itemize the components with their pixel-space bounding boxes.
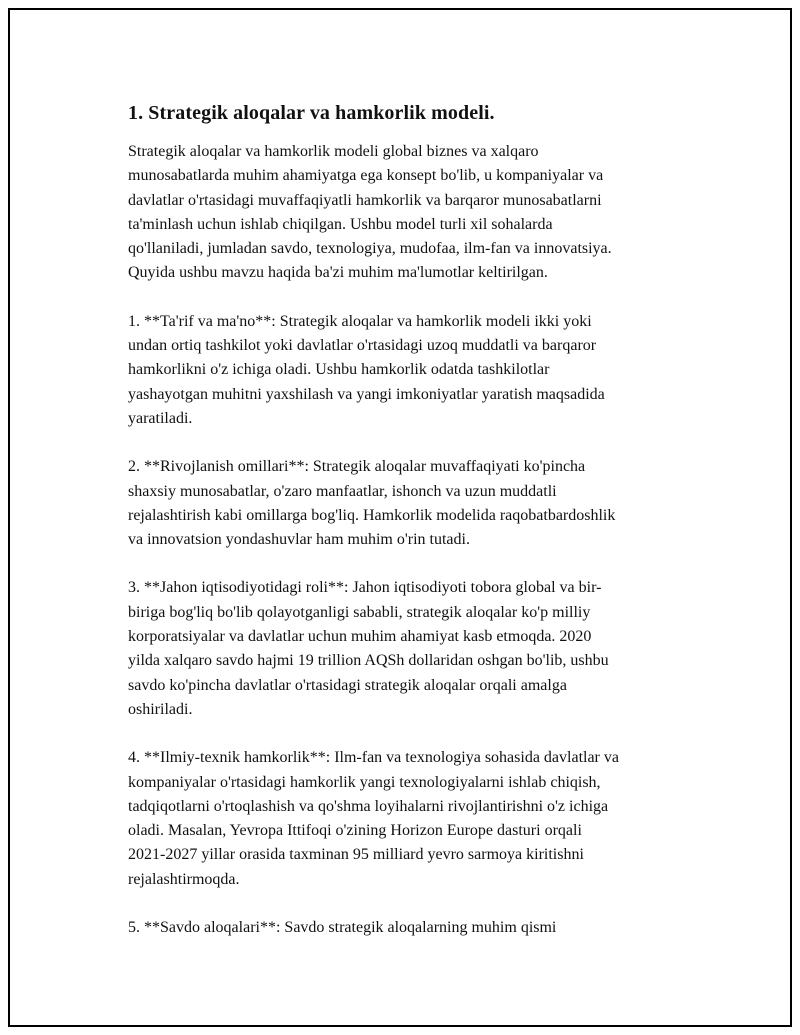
point-definition-paragraph: 1. **Ta'rif va ma'no**: Strategik aloqalar va hamkorlik modeli ikki yoki undan ortiq tashkilot yoki davlatlar o'rtasidagi uzoq muddatli va barqaror hamkorlikni o'z ichiga oladi. Ushbu hamkorlik odatda tashkilotlar yashayotgan muhitni yaxshilash va yangi imkoniyatlar yaratish maqsadida yaratiladi. [128,312,605,427]
page-frame [8,8,792,1027]
section-heading: 1. Strategik aloqalar va hamkorlik modeli. [128,102,495,124]
document-content [128,100,708,964]
point-scientific-cooperation-paragraph: 4. **Ilmiy-texnik hamkorlik**: Ilm-fan va texnologiya sohasida davlatlar va kompaniyalar o'rtasidagi hamkorlik yangi texnologiyalarni ishlab chiqish, tadqiqotlarni o'rtoqlashish va qo'shma loyihalarni rivojlantirishni o'z ichiga oladi. Masalan, Yevropa Ittifoqi o'zining Horizon Europe dasturi orqali 2021-2027 yillar orasida taxminan 95 milliard yevro sarmoya kiritishni rejalashtirmoqda. [128,749,619,888]
point-world-economy-paragraph: 3. **Jahon iqtisodiyotidagi roli**: Jahon iqtisodiyoti tobora global va bir- biriga bog'liq bo'lib qolayotganligi sababli, strategik aloqalar ko'p milliy korporatsiyalar va davlatlar uchun muhim ahamiyat kasb etmoqda. 2020 yilda xalqaro savdo hajmi 19 trillion AQSh dollaridan oshgan bo'lib, ushbu savdo ko'pincha davlatlar o'rtasidagi strategik aloqalar orqali amalga oshiriladi. [128,579,609,718]
point-trade-paragraph: 5. **Savdo aloqalari**: Savdo strategik aloqalarning muhim qismi [128,919,557,937]
intro-paragraph: Strategik aloqalar va hamkorlik modeli global biznes va xalqaro munosabatlarda muhim ahamiyatga ega konsept bo'lib, u kompaniyalar va davlatlar o'rtasidagi muvaffaqiyatli hamkorlik va barqaror munosabatlarni ta'minlash uchun ishlab chiqilgan. Ushbu model turli xil sohalarda qo'llaniladi, jumladan savdo, texnologiya, mudofaa, ilm-fan va innovatsiya. Quyida ushbu mavzu haqida ba'zi muhim ma'lumotlar keltirilgan. [128,143,612,282]
point-development-factors-paragraph: 2. **Rivojlanish omillari**: Strategik aloqalar muvaffaqiyati ko'pincha shaxsiy munosabatlar, o'zaro manfaatlar, ishonch va uzun muddatli rejalashtirish kabi omillarga bog'liq. Hamkorlik modelida raqobatbardoshlik va innovatsion yondashuvlar ham muhim o'rin tutadi. [128,458,616,549]
